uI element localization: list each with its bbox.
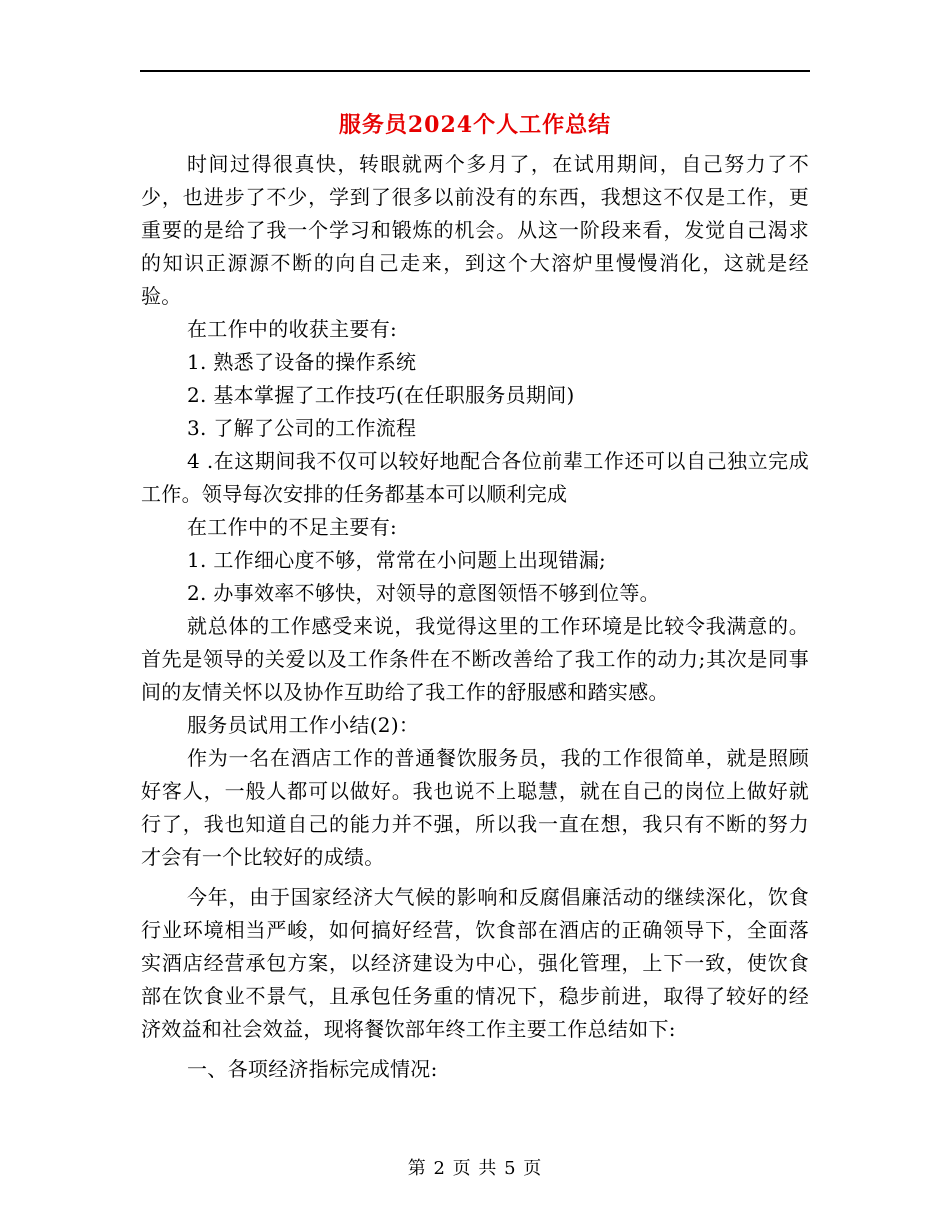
document-title: 服务员2024个人工作总结	[338, 112, 612, 138]
list-item-shortcoming-2: 2. 办事效率不够快，对领导的意图领悟不够到位等。	[187, 581, 660, 605]
list-item-gain-4: 4 .在这期间我不仅可以较好地配合各位前辈工作还可以自己独立完成工作。领导每次安排的任务都基本可以顺利完成	[141, 449, 809, 506]
paragraph-annual-review: 今年，由于国家经济大气候的影响和反腐倡廉活动的继续深化，饮食行业环境相当严峻，如何搞好经营，饮食部在酒店的正确领导下，全面落实酒店经营承包方案，以经济建设为中心，强化管理，上下一致，使饮食部在饮食业不景气，且承包任务重的情况下，稳步前进，取得了较好的经济效益和社会效益，现将餐饮部年终工作主要工作总结如下:	[141, 885, 809, 1041]
paragraph-gains-heading: 在工作中的收获主要有:	[187, 317, 398, 341]
list-item-gain-3: 3. 了解了公司的工作流程	[187, 416, 417, 440]
paragraph-waiter-work: 作为一名在酒店工作的普通餐饮服务员，我的工作很简单，就是照顾好客人，一般人都可以做好。我也说不上聪慧，就在自己的岗位上做好就行了，我也知道自己的能力并不强，所以我一直在想，我只有不断的努力才会有一个比较好的成绩。	[141, 746, 809, 869]
paragraph-overall-feeling: 就总体的工作感受来说，我觉得这里的工作环境是比较令我满意的。首先是领导的关爱以及工作条件在不断改善给了我工作的动力;其次是同事间的友情关怀以及协作互助给了我工作的舒服感和踏实感。	[141, 614, 809, 704]
list-item-shortcoming-1: 1. 工作细心度不够，常常在小问题上出现错漏;	[187, 548, 607, 572]
list-item-gain-1: 1. 熟悉了设备的操作系统	[187, 350, 417, 374]
paragraph-shortcomings-heading: 在工作中的不足主要有:	[187, 515, 398, 539]
header-rule	[140, 70, 810, 72]
paragraph-intro: 时间过得很真快，转眼就两个多月了，在试用期间，自己努力了不少，也进步了不少，学到了很多以前没有的东西，我想这不仅是工作，更重要的是给了我一个学习和锻炼的机会。从这一阶段来看，发觉自己渴求的知识正源源不断的向自己走来，到这个大溶炉里慢慢消化，这就是经验。	[141, 152, 809, 308]
page-indicator: 第 2 页 共 5 页	[407, 1158, 543, 1179]
paragraph-summary-2-heading: 服务员试用工作小结(2)：	[187, 713, 420, 737]
document-body	[141, 148, 809, 1086]
list-item-gain-2: 2. 基本掌握了工作技巧(在任职服务员期间)	[187, 383, 575, 407]
section-heading-economic-targets: 一、各项经济指标完成情况:	[187, 1057, 438, 1081]
